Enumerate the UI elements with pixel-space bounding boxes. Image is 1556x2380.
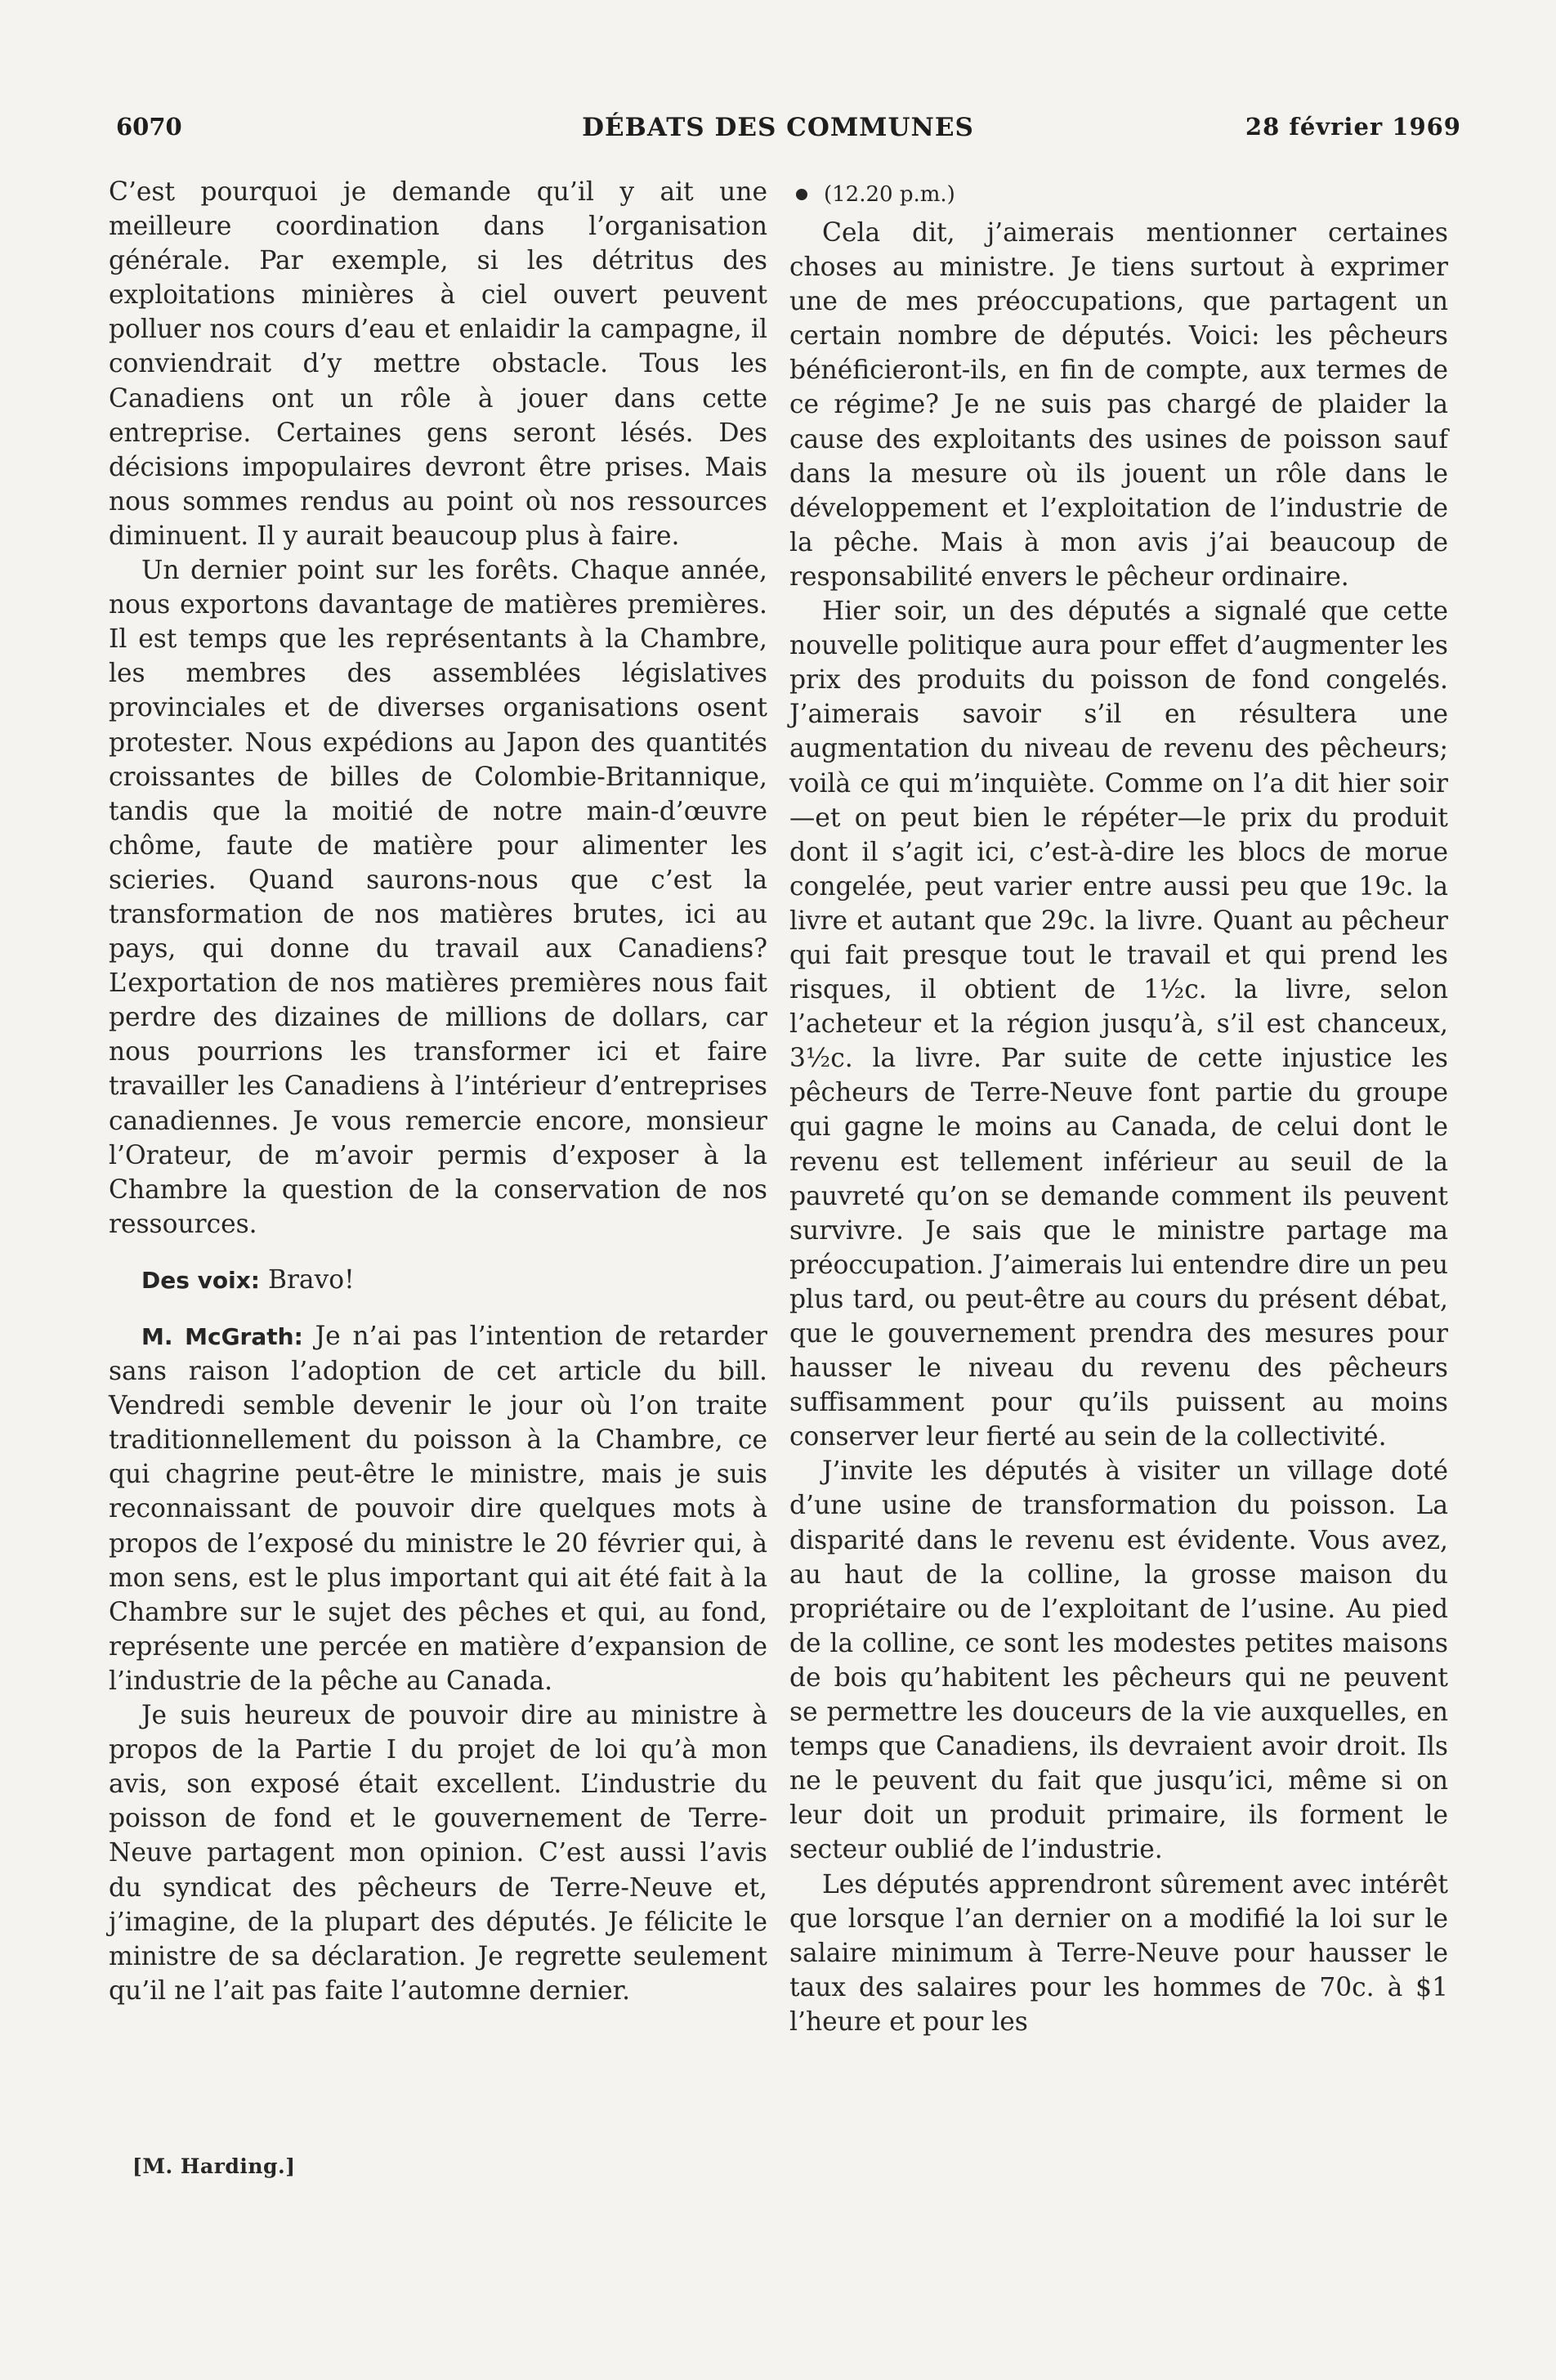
paragraph: J’invite les députés à visiter un village doté d’une usine de transformation du poisson. La disparité dans le revenu est évidente. Vous avez, au haut de la colline, la grosse maison du propriétaire ou de l’exploitant de l’usine. Au pied de la colline, ce sont les modestes petites maisons de bois qu’habitent les pêcheurs qui ne peuvent se permettre les douceurs de la vie auxquelles, en temps que Canadiens, ils devraient avoir droit. Ils ne le peuvent du fait que jusqu’ici, même si on leur doit un produit primaire, ils forment le secteur oublié de l’industrie. [789,1456,1448,1865]
right-column [789,175,1448,2039]
speech-text: Bravo! [260,1264,355,1295]
page-title: DÉBATS DES COMMUNES [582,113,974,142]
paragraph: C’est pourquoi je demande qu’il y ait une meilleure coordination dans l’organisation générale. Par exemple, si les détritus des exploitations minières à ciel ouvert peuvent polluer nos cours d’eau et enlaidir la campagne, il conviendrait d’y mettre obstacle. Tous les Canadiens ont un rôle à jouer dans cette entreprise. Certaines gens seront lésés. Des décisions impopulaires devront être prises. Mais nous sommes rendus au point où nos ressources diminuent. Il y aurait beaucoup plus à faire. [109,177,767,551]
time-marker [789,178,1448,211]
bullet-icon [796,189,807,200]
paragraph: Un dernier point sur les forêts. Chaque année, nous exportons davantage de matières premières. Il est temps que les représentants à la Chambre, les membres des assemblées législatives provinciales et de diverses organisations osent protester. Nous expédions au Japon des quantités croissantes de billes de Colombie-Britannique, tandis que la moitié de notre main-d’œuvre chôme, faute de matière pour alimenter les scieries. Quand saurons-nous que c’est la transformation de nos matières brutes, ici au pays, qui donne du travail aux Canadiens? L’exportation de nos matières premières nous fait perdre des dizaines de millions de dollars, car nous pourrions les transformer ici et faire travailler les Canadiens à l’intérieur d’entreprises canadiennes. Je vous remercie encore, monsieur l’Orateur, de m’avoir permis d’exposer à la Chambre la question de la conservation de nos ressources. [109,556,767,1239]
time-stamp: (12.20 p.m.) [824,182,955,207]
speech-paragraph [109,1263,767,1298]
page-number: 6070 [116,113,182,141]
speaker-name: Des voix: [141,1266,260,1294]
speech-paragraph [109,1319,767,1698]
paragraph: Cela dit, j’aimerais mentionner certaines choses au ministre. Je tiens surtout à exprimer une de mes préoccupations, que partagent un certain nombre de députés. Voici: les pêcheurs bénéficieront-ils, en fin de compte, aux termes de ce régime? Je ne suis pas chargé de plaider la cause des exploitants des usines de poisson sauf dans la mesure où ils jouent un rôle dans le développement et l’exploitation de l’industrie de la pêche. Mais à mon avis j’ai beaucoup de responsabilité envers le pêcheur ordinaire. [789,218,1448,592]
paragraph: Je suis heureux de pouvoir dire au ministre à propos de la Partie I du projet de loi qu’à mon avis, son exposé était excellent. L’industrie du poisson de fond et le gouvernement de Terre-Neuve partagent mon opinion. C’est aussi l’avis du syndicat des pêcheurs de Terre-Neuve et, j’imagine, de la plupart des députés. Je félicite le ministre de sa déclaration. Je regrette seulement qu’il ne l’ait pas faite l’automne dernier. [109,1701,767,2006]
paragraph: Les députés apprendront sûrement avec intérêt que lorsque l’an dernier on a modifié la loi sur le salaire minimum à Terre-Neuve pour hausser le taux des salaires pour les hommes de 70c. à $1 l’heure et pour les [789,1869,1448,2037]
left-column [109,175,767,2008]
page-date: 28 février 1969 [1245,113,1461,141]
paragraph: Hier soir, un des députés a signalé que cette nouvelle politique aura pour effet d’augmenter les prix des produits du poisson de fond congelés. J’aimerais savoir s’il en résultera une augmentation du niveau de revenu des pêcheurs; voilà ce qui m’inquiète. Comme on l’a dit hier soir—et on peut bien le répéter—le prix du produit dont il s’agit ici, c’est-à-dire les blocs de morue congelée, peut varier entre aussi peu que 19c. la livre et autant que 29c. la livre. Quant au pêcheur qui fait presque tout le travail et qui prend les risques, il obtient de 1½c. la livre, selon l’acheteur et la région jusqu’à, s’il est chanceux, 3½c. la livre. Par suite de cette injustice les pêcheurs de Terre-Neuve font partie du groupe qui gagne le moins au Canada, de celui dont le revenu est tellement inférieur au seuil de la pauvreté qu’on se demande comment ils peuvent survivre. Je sais que le ministre partage ma préoccupation. J’aimerais lui entendre dire un peu plus tard, ou peut-être au cours du présent débat, que le gouvernement prendra des mesures pour hausser le niveau du revenu des pêcheurs suffisamment pour qu’ils puissent au moins conserver leur fierté au sein de la collectivité. [789,597,1448,1452]
speaker-attribution: [M. Harding.] [132,2154,296,2178]
speech-text: Je n’ai pas l’intention de retarder sans raison l’adoption de cet article du bill. Vendredi semble devenir le jour où l’on traite traditionnellement du poisson à la Chambre, ce qui chagrine peut-être le ministre, mais je suis reconnaissant de pouvoir dire quelques mots à propos de l’exposé du ministre le 20 février qui, à mon sens, est le plus important qui ait été fait à la Chambre sur le sujet des pêches et qui, au fond, représente une percée en matière d’expansion de l’industrie de la pêche au Canada. [109,1322,767,1696]
speaker-name: M. McGrath: [141,1323,303,1350]
